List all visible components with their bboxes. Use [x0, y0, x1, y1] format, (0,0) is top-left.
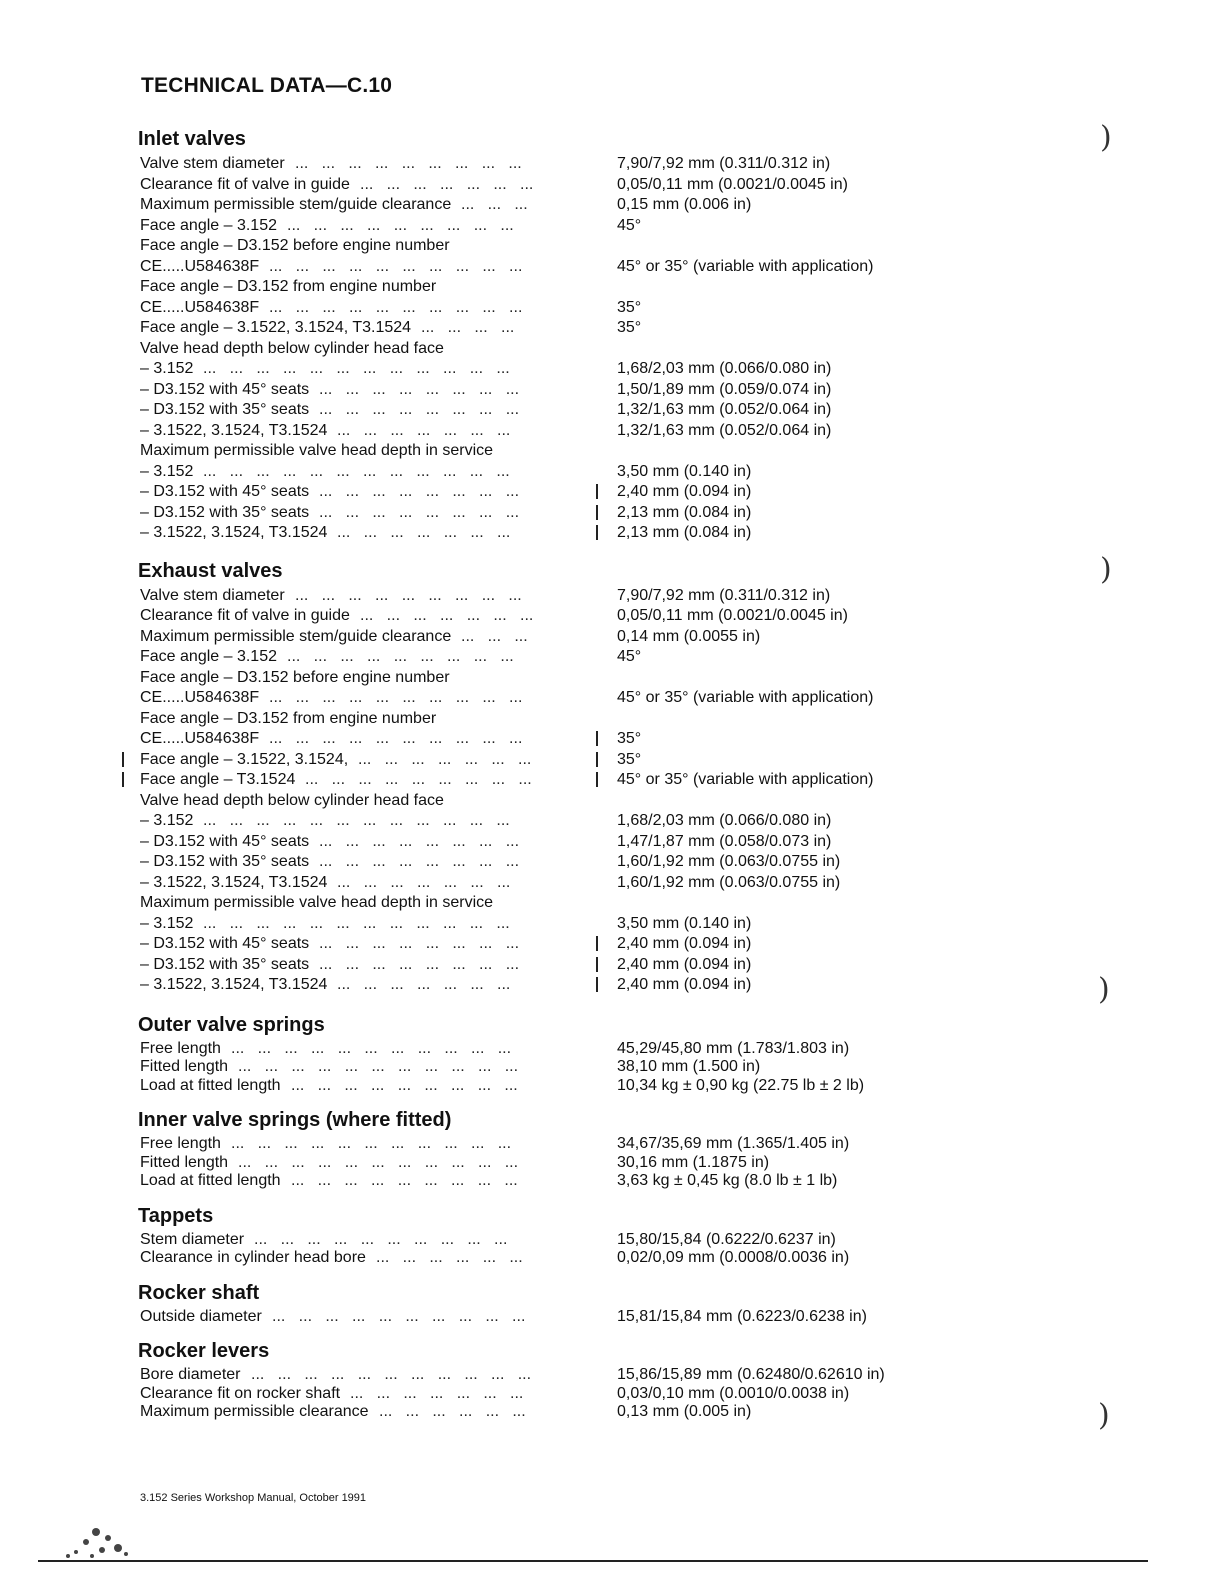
- leader-dots: ... ... ... ... ... ... ... ... ...: [305, 771, 532, 788]
- spec-label: – D3.152 with 45° seats: [140, 380, 310, 398]
- spec-row: [138, 1154, 998, 1173]
- spec-row: [138, 832, 998, 853]
- spec-row: [138, 750, 998, 771]
- spec-label: – D3.152 with 35° seats: [140, 401, 310, 418]
- spec-value: 35°: [617, 750, 642, 768]
- spec-row: [138, 482, 998, 503]
- spec-label: Bore diameter: [140, 1366, 241, 1383]
- spec-row: [138, 914, 998, 935]
- spec-value: 1,68/2,03 mm (0.066/0.080 in): [617, 360, 832, 377]
- spec-row: [138, 441, 998, 462]
- spec-label: Outside diameter: [140, 1307, 262, 1325]
- spec-label: Clearance fit of valve in guide: [140, 175, 350, 193]
- spec-value: 0,15 mm (0.006 in): [617, 196, 752, 213]
- spec-row: [138, 791, 998, 812]
- revision-bar: [122, 772, 124, 787]
- spec-value: 2,40 mm (0.094 in): [617, 483, 752, 500]
- spec-value: 35°: [617, 298, 642, 316]
- spec-row: [138, 586, 998, 607]
- spec-value: 0,14 mm (0.0055 in): [617, 627, 761, 645]
- leader-dots: ... ... ... ... ... ... ...: [360, 175, 534, 193]
- leader-dots: ... ... ... ... ... ... ... ... ...: [295, 586, 522, 604]
- spec-row: [138, 606, 998, 627]
- spec-row: [138, 1231, 998, 1250]
- spec-row: [138, 318, 998, 339]
- spec-label: Face angle – D3.152 from engine number: [140, 709, 437, 727]
- spec-label: Face angle – 3.1522, 3.1524, T3.1524: [140, 319, 412, 336]
- spec-value: 38,10 mm (1.500 in): [617, 1058, 761, 1075]
- spec-row: [138, 503, 998, 524]
- leader-dots: ... ... ... ... ... ... ... ... ...: [295, 155, 522, 172]
- spec-value: 0,05/0,11 mm (0.0021/0.0045 in): [617, 175, 848, 193]
- section-heading: Inlet valves: [138, 128, 246, 150]
- spec-label: CE.....U584638F: [140, 257, 260, 275]
- spec-row: [138, 955, 998, 976]
- spec-value: 1,60/1,92 mm (0.063/0.0755 in): [617, 873, 841, 891]
- spec-row: [138, 729, 998, 750]
- spec-value: 15,81/15,84 mm (0.6223/0.6238 in): [617, 1307, 867, 1325]
- revision-bar: [596, 752, 598, 767]
- leader-dots: ... ... ... ... ... ... ... ... ...: [287, 216, 514, 234]
- spec-row: [138, 421, 998, 442]
- leader-dots: ... ... ... ... ... ... ... ... ... ...: [254, 1230, 508, 1248]
- spec-row: [138, 339, 998, 360]
- spec-row: [138, 216, 998, 237]
- spec-value: 45°: [617, 648, 642, 665]
- leader-dots: ... ... ... ... ... ... ... ...: [319, 380, 520, 398]
- spec-label: Clearance in cylinder head bore: [140, 1249, 366, 1266]
- spec-label: Face angle – D3.152 before engine number: [140, 668, 450, 686]
- spec-row: [138, 236, 998, 257]
- spec-label: – D3.152 with 45° seats: [140, 935, 310, 952]
- leader-dots: ... ... ...: [461, 196, 528, 213]
- leader-dots: ... ... ... ... ... ... ... ... ... ...: [269, 730, 523, 747]
- spec-label: Face angle – D3.152 from engine number: [140, 278, 437, 295]
- leader-dots: ... ... ... ... ... ... ... ... ... ...: [269, 257, 523, 275]
- spec-label: – 3.152: [140, 914, 194, 932]
- spec-value: 0,03/0,10 mm (0.0010/0.0038 in): [617, 1384, 850, 1402]
- leader-dots: ... ... ... ... ... ... ... ... ... ... ...: [231, 1135, 512, 1152]
- spec-row: [138, 852, 998, 873]
- spec-value: 3,63 kg ± 0,45 kg (8.0 lb ± 1 lb): [617, 1172, 838, 1189]
- spec-label: Maximum permissible valve head depth in service: [140, 442, 494, 459]
- spec-label: Face angle – D3.152 before engine number: [140, 237, 450, 254]
- spec-label: – 3.152: [140, 812, 194, 829]
- spec-label: Maximum permissible stem/guide clearance: [140, 627, 452, 645]
- revision-bar: [596, 772, 598, 787]
- spec-label: – 3.152: [140, 462, 194, 480]
- spec-label: Load at fitted length: [140, 1076, 281, 1094]
- spec-label: Load at fitted length: [140, 1172, 281, 1189]
- spec-value: 45° or 35° (variable with application): [617, 257, 874, 275]
- scan-mark: ): [1098, 1398, 1110, 1433]
- spec-label: Clearance fit of valve in guide: [140, 607, 350, 624]
- spec-row: [138, 873, 998, 894]
- spec-value: 2,13 mm (0.084 in): [617, 524, 752, 541]
- spec-row: [138, 298, 998, 319]
- spec-row: [138, 1135, 998, 1154]
- spec-row: [138, 257, 998, 278]
- spec-value: 0,13 mm (0.005 in): [617, 1403, 752, 1420]
- spec-row: [138, 359, 998, 380]
- leader-dots: ... ... ... ... ... ... ...: [358, 750, 532, 768]
- technical-data-content: [138, 124, 998, 1422]
- leader-dots: ... ... ... ... ... ... ... ... ...: [291, 1076, 518, 1094]
- leader-dots: ... ... ... ... ... ... ... ... ... ... ... ...: [203, 914, 510, 932]
- leader-dots: ... ... ... ... ... ...: [379, 1403, 526, 1420]
- spec-label: CE.....U584638F: [140, 689, 260, 706]
- spec-label: – 3.152: [140, 360, 194, 377]
- revision-bar: [596, 731, 598, 746]
- spec-label: Maximum permissible clearance: [140, 1403, 369, 1420]
- spec-label: – 3.1522, 3.1524, T3.1524: [140, 524, 328, 541]
- spec-row: [138, 811, 998, 832]
- revision-bar: [596, 505, 598, 520]
- spec-row: [138, 175, 998, 196]
- leader-dots: ... ... ... ... ... ... ...: [337, 976, 511, 993]
- spec-label: – D3.152 with 45° seats: [140, 832, 310, 850]
- leader-dots: ... ... ... ... ... ... ... ...: [319, 401, 520, 418]
- spec-label: Stem diameter: [140, 1230, 245, 1248]
- spec-row: [138, 1308, 998, 1327]
- leader-dots: ... ... ... ... ... ... ...: [337, 421, 511, 439]
- leader-dots: ... ... ... ... ... ... ... ... ...: [287, 648, 514, 665]
- spec-value: 45° or 35° (variable with application): [617, 689, 874, 706]
- leader-dots: ... ... ... ... ... ... ... ...: [319, 483, 520, 500]
- spec-value: 1,32/1,63 mm (0.052/0.064 in): [617, 401, 832, 418]
- leader-dots: ... ... ... ... ... ... ... ... ...: [291, 1172, 518, 1189]
- spec-label: Valve head depth below cylinder head face: [140, 339, 444, 357]
- spec-value: 3,50 mm (0.140 in): [617, 462, 752, 480]
- leader-dots: ... ... ... ... ... ... ...: [360, 607, 534, 624]
- spec-row: [138, 1172, 998, 1191]
- spec-row: [138, 1077, 998, 1096]
- leader-dots: ... ... ... ... ... ... ... ... ... ...: [269, 298, 523, 316]
- leader-dots: ... ... ... ... ... ... ...: [337, 873, 511, 891]
- leader-dots: ... ... ...: [461, 627, 528, 645]
- spec-label: Fitted length: [140, 1153, 229, 1171]
- leader-dots: ... ... ... ...: [421, 319, 515, 336]
- spec-label: Face angle – 3.1522, 3.1524,: [140, 750, 349, 768]
- spec-value: 2,40 mm (0.094 in): [617, 955, 752, 973]
- spec-label: Valve stem diameter: [140, 586, 285, 604]
- spec-row: [138, 154, 998, 175]
- revision-bar: [596, 957, 598, 972]
- leader-dots: ... ... ... ... ... ... ... ... ... ... ...: [238, 1058, 519, 1075]
- spec-row: [138, 1058, 998, 1077]
- page-title: TECHNICAL DATA—C.10: [141, 74, 393, 97]
- spec-row: [138, 1249, 998, 1268]
- section-heading: Outer valve springs: [138, 1013, 325, 1036]
- spec-label: Clearance fit on rocker shaft: [140, 1384, 341, 1402]
- leader-dots: ... ... ... ... ... ... ... ... ... ... ...: [238, 1153, 519, 1171]
- spec-row: [138, 277, 998, 298]
- spec-label: CE.....U584638F: [140, 730, 260, 747]
- spec-row: [138, 893, 998, 914]
- leader-dots: ... ... ... ... ... ... ... ...: [319, 832, 520, 850]
- spec-row: [138, 400, 998, 421]
- section-heading: Inner valve springs (where fitted): [138, 1109, 452, 1131]
- spec-row: [138, 1403, 998, 1422]
- spec-value: 15,80/15,84 (0.6222/0.6237 in): [617, 1230, 836, 1248]
- leader-dots: ... ... ... ... ... ... ...: [337, 524, 511, 541]
- spec-value: 2,40 mm (0.094 in): [617, 935, 752, 952]
- spec-row: [138, 380, 998, 401]
- scan-mark: ): [1100, 552, 1112, 587]
- spec-label: – D3.152 with 35° seats: [140, 955, 310, 973]
- leader-dots: ... ... ... ... ... ... ... ... ... ... ... ...: [203, 360, 510, 377]
- spec-value: 1,32/1,63 mm (0.052/0.064 in): [617, 421, 832, 439]
- spec-row: [138, 195, 998, 216]
- leader-dots: ... ... ... ... ... ... ... ...: [319, 935, 520, 952]
- spec-label: – D3.152 with 35° seats: [140, 853, 310, 870]
- spec-value: 7,90/7,92 mm (0.311/0.312 in): [617, 586, 831, 604]
- revision-bar: [122, 752, 124, 767]
- spec-label: Face angle – 3.152: [140, 216, 277, 234]
- spec-label: Free length: [140, 1135, 221, 1152]
- leader-dots: ... ... ... ... ... ... ... ... ... ... ...: [231, 1039, 512, 1057]
- spec-row: [138, 627, 998, 648]
- leader-dots: ... ... ... ... ... ... ... ... ... ... ... ...: [203, 812, 510, 829]
- footer-text: 3.152 Series Workshop Manual, October 1991: [140, 1492, 367, 1504]
- revision-bar: [596, 977, 598, 992]
- revision-bar: [596, 936, 598, 951]
- spec-label: – D3.152 with 45° seats: [140, 483, 310, 500]
- spec-label: Valve stem diameter: [140, 155, 285, 172]
- leader-dots: ... ... ... ... ... ... ... ...: [319, 503, 520, 521]
- spec-row: [138, 462, 998, 483]
- spec-label: Maximum permissible stem/guide clearance: [140, 196, 452, 213]
- leader-dots: ... ... ... ... ... ...: [376, 1249, 523, 1266]
- spec-row: [138, 975, 998, 996]
- section-heading: Rocker levers: [138, 1340, 270, 1362]
- spec-value: 30,16 mm (1.1875 in): [617, 1153, 770, 1171]
- spec-value: 1,60/1,92 mm (0.063/0.0755 in): [617, 853, 841, 870]
- spec-row: [138, 523, 998, 544]
- section-heading: Rocker shaft: [138, 1281, 260, 1304]
- revision-bar: [596, 525, 598, 540]
- spec-label: Free length: [140, 1039, 221, 1057]
- spec-value: 45° or 35° (variable with application): [617, 771, 874, 788]
- spec-row: [138, 1366, 998, 1385]
- spec-value: 35°: [617, 319, 642, 336]
- spec-label: Maximum permissible valve head depth in service: [140, 894, 494, 911]
- spec-value: 1,47/1,87 mm (0.058/0.073 in): [617, 832, 832, 850]
- scan-mark: ): [1098, 972, 1110, 1007]
- scan-smudge: [56, 1520, 136, 1560]
- spec-row: [138, 1385, 998, 1404]
- leader-dots: ... ... ... ... ... ... ... ...: [319, 955, 520, 973]
- spec-value: 34,67/35,69 mm (1.365/1.405 in): [617, 1135, 850, 1152]
- spec-label: CE.....U584638F: [140, 298, 260, 316]
- spec-label: – 3.1522, 3.1524, T3.1524: [140, 421, 328, 439]
- spec-row: [138, 709, 998, 730]
- spec-value: 0,02/0,09 mm (0.0008/0.0036 in): [617, 1249, 850, 1266]
- spec-label: Valve head depth below cylinder head face: [140, 791, 444, 809]
- spec-label: – 3.1522, 3.1524, T3.1524: [140, 873, 328, 891]
- spec-value: 1,68/2,03 mm (0.066/0.080 in): [617, 812, 832, 829]
- spec-row: [138, 688, 998, 709]
- spec-value: 0,05/0,11 mm (0.0021/0.0045 in): [617, 607, 848, 624]
- leader-dots: ... ... ... ... ... ... ... ... ... ... ... ...: [203, 462, 510, 480]
- spec-label: – 3.1522, 3.1524, T3.1524: [140, 976, 328, 993]
- leader-dots: ... ... ... ... ... ... ... ... ... ... ...: [251, 1366, 532, 1383]
- revision-bar: [596, 484, 598, 499]
- leader-dots: ... ... ... ... ... ... ... ... ... ...: [269, 689, 523, 706]
- spec-value: 1,50/1,89 mm (0.059/0.074 in): [617, 380, 832, 398]
- spec-row: [138, 647, 998, 668]
- spec-value: 35°: [617, 730, 642, 747]
- page-bottom-rule: [38, 1560, 1148, 1562]
- spec-label: – D3.152 with 35° seats: [140, 503, 310, 521]
- spec-value: 3,50 mm (0.140 in): [617, 914, 752, 932]
- spec-value: 45,29/45,80 mm (1.783/1.803 in): [617, 1039, 850, 1057]
- spec-value: 2,40 mm (0.094 in): [617, 976, 752, 993]
- spec-row: [138, 668, 998, 689]
- spec-label: Face angle – 3.152: [140, 648, 277, 665]
- section-heading: Tappets: [138, 1204, 214, 1227]
- spec-value: 15,86/15,89 mm (0.62480/0.62610 in): [617, 1366, 885, 1383]
- scan-mark: ): [1100, 120, 1112, 155]
- spec-label: Fitted length: [140, 1058, 229, 1075]
- leader-dots: ... ... ... ... ... ... ... ...: [319, 853, 520, 870]
- spec-row: [138, 934, 998, 955]
- spec-value: 10,34 kg ± 0,90 kg (22.75 lb ± 2 lb): [617, 1076, 865, 1094]
- spec-value: 7,90/7,92 mm (0.311/0.312 in): [617, 155, 831, 172]
- spec-value: 2,13 mm (0.084 in): [617, 503, 752, 521]
- spec-row: [138, 770, 998, 791]
- section-heading: Exhaust valves: [138, 559, 283, 582]
- leader-dots: ... ... ... ... ... ... ...: [350, 1384, 524, 1402]
- spec-value: 45°: [617, 216, 642, 234]
- leader-dots: ... ... ... ... ... ... ... ... ... ...: [272, 1307, 526, 1325]
- spec-label: Face angle – T3.1524: [140, 771, 296, 788]
- spec-row: [138, 1040, 998, 1059]
